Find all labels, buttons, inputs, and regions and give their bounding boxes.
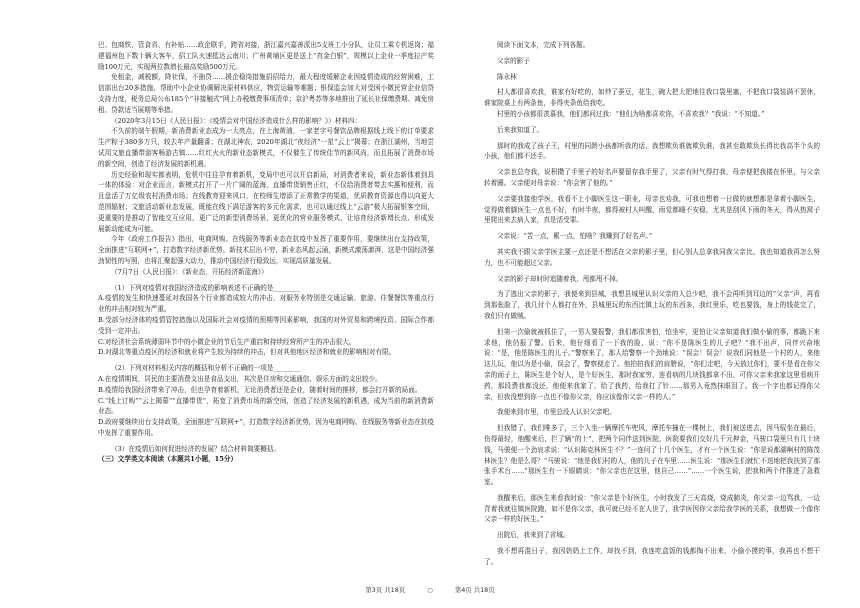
- left-paragraph: （三）文学类文本阅读（本题共1小题，15分）: [98, 455, 238, 464]
- left-paragraph: （1）下列对疫情对我国经济造成的影响表述不正确的是________: [111, 283, 300, 292]
- right-paragraph: 父亲的影子: [497, 56, 530, 65]
- right-paragraph: 我醒来后，那医生来看我时说：“你父亲是个好医生，小时我发了三天高烧，烧成肺炎，你父亲一边骂我，一边背着我就往镇医院跑，如不是你父亲，我可就已经不在人世了，我学医因你父亲给我学医的关系，我想做一个像你父亲一样的好医生。”: [484, 493, 820, 524]
- right-paragraph: 父亲也总夸我，说积攒了手里子的好名声要留存我手里了，父亲有时气得打我，母亲便把我搂在怀里，与父亲转着圈。父亲便对母亲说：“你会害了他的。”: [484, 168, 820, 187]
- right-paragraph: 村人都很喜欢我，谁家有好吃的，如炒了蚕豆，花生，碗大把大把地往我口袋里塞，不把我口袋装满不罢休，谁家院桌上有两条鱼，非得夹条鱼给我吃。: [484, 88, 820, 108]
- right-paragraph: 我不想再混日子，我因奶奶上工作，却找不到，我连吃盒饭的钱都掏不出来，小偷小摸的事，我再也不想干了。: [484, 547, 820, 566]
- page-number-left: 第3页 共18页: [365, 586, 406, 594]
- left-paragraph: （2020年3月15日《人民日报》：《疫情会对中国经济造成什么样的影响？》）材料四：: [111, 116, 362, 125]
- right-paragraph: 出院后，我来到了省城。: [497, 531, 570, 540]
- page-number-right: 第4页 共18页: [454, 586, 495, 594]
- right-paragraph: 父亲要我接他学医，我看不上小脚医生这一职业，母亲也劝我，可我也想着一日做的就想都是拿着小脚医生，觉得做着脚医生一点也不好，有时半夜，都得被村人叫醒，雨觉都睡不安稳，尤其是刮风下雨的冬天，得从热窝子里爬出来去病人家，真是活受罪。: [484, 194, 820, 225]
- right-paragraph: 阅读下面文本，完成下列各题。: [497, 41, 590, 49]
- left-paragraph: 巴、包商铁、管食省、有补贴……政企联手，跨省对接，浙江嘉兴嘉善派出5支班工小分队，让员工乘专机返岗；福建福州包下数十辆大客车，招工队火速抵达云南川；广州黄埔区更是送上“真金白银”，规模以上企业一季度拉产奖励100万元，实现两位数增长最高奖励500万元。: [98, 41, 434, 71]
- left-paragraph: A.疫情的发生和快速蔓延对我国各个行业都造成较大的冲击，对服务业特别是交通运输、旅游、住餐餐饮等重点行业的冲击相对较为严重。: [98, 294, 434, 314]
- left-paragraph: B.疫情给我国经济带来了冲击，但也孕育着新机，无论消费者还是企业，随着时间的推移，都会打开新的局面。: [98, 385, 422, 394]
- right-paragraph: 后来我知道了。: [497, 125, 544, 134]
- right-paragraph: 那时的我成了孩子王，村里的同龄小孩都听我的话，我想欺负谁就欺负谁，我甚至敢欺负长得比我高半个头的小孩，他们都不还手。: [484, 141, 820, 161]
- left-paragraph: C.对经济社会系统薄弱环节中的小微企业的节后生产重启和持续经营所产生的冲击很大。: [98, 337, 356, 346]
- right-paragraph: 父亲的影子却时时追随着我，甩都甩不掉。: [497, 274, 623, 283]
- right-paragraph: 陈永林: [497, 72, 517, 81]
- right-paragraph: 村里的小孩都很羡慕我，他们都问过我：“他们为啥都喜欢你，不喜欢我？”我说：“不知道。”: [497, 109, 765, 118]
- left-paragraph: C.“线上订购”“云上揭幕”“直播带货”，拓宽了消费市场的新空间，创造了经济发展的新机遇，成为当前的新消费新业态。: [98, 396, 434, 416]
- page-footer: [0, 585, 860, 594]
- page-separator: ○: [427, 586, 433, 594]
- right-paragraph: 为了逃出父亲的影子，我便来到县城，我想县城里认识父亲的人总少吧，我不会再听到耳边的“父亲”声，再看到那张脸了，我几付个人都打在外，县城里玩的东西比镇上玩的东西多，我红里乐，吃也要钱，身上的钱花完了，我们只有做贼。: [484, 290, 820, 320]
- left-paragraph: 历史经验和现实都表明，危机中往往孕育着新机，变局中也可以开启新局，对消费者来说，新业态新体着到具一体的体验：对企业而言，新模式打开了一片广阔的蓝海，直播带货销售正红，不仅给消费者带去实惠和便利，而且盘活了万亿级农村消费市场；在线教育迎来风口，在校师生增添了正常教学的渠道，优质教育资源也得以向更大范围辐射；文旅活动新业态发展，既能在线下满足游客的多元化需求，也可以通过线上“云游”极大拓展银客空间，更重要的是推动了智能交互应用，更广泛的新型消费场景，更优化的营业服务模式，让培育经济新增长点、形成发展新动能成为可能。: [98, 170, 434, 233]
- left-paragraph: D.对湖北等重点疫区的经济和就业将产生较为持续的冲击，但对其他地区经济和就业的影响相对有限。: [98, 348, 396, 357]
- left-paragraph: 不久前的端午假期，新消费新业态成为一大亮点，在上海黄浦，一家老字号餐饮品牌根据线上线下的订单要求生产粽子380多万只，较去年产量翻番；在湖北神农，2020年湖北“夜经济”一星“云上”揭幕；在浙江湖州，当地尝试用文旅直播带游客畅游古镇……红红火火的新业态新模式，不仅催生了传统佳节的新风尚，而且拓展了消费市场的新空间，创造了经济发展的新机遇。: [98, 127, 434, 168]
- right-paragraph: 其实我不跟父亲学医主要一点还是不想活在父亲的影子里，但心别人总拿我同我父亲比，我也知道我再怎么努力，也不可能超过父亲。: [484, 247, 820, 267]
- right-paragraph: 父亲说：“苦一点，累一点，怕啥？我赚到了好名声。”: [497, 232, 653, 241]
- right-paragraph: 但第一次偷就被抓住了，一男人要报警，我们都很害怕，怕坐牢，更怕让父亲知道我们做小偷的事，都跪下来求他，他仍报了警。后来，他仔细看了一下我的脸，说：“你不是陈医生的儿子吧？”我不出声，同伴兴奋地说：“是，他是陈医生的儿子。”警察来了，那人给警察一个劲地说：“误会！误会！说我们同他是一个村的人，来他这儿玩，他以为是小偷，误会了，警察便走了。他拍拍我们的肩膀说，“你们走吧，今天放过你们，要不是看在你父亲的面子上，陈医生是个好人，是个好医生，那时我家穷，连看病的几块钱都拿不出，可你父亲来我家这里看病开药，那段费我都没还，他便来我家了，给了我药，给我打了针……那男人竟然抹眼泪了。我一个字也都记得你父亲，但我没想到你一点也不像你父亲，你应该像你父亲一样的人。”: [484, 327, 820, 401]
- left-paragraph: （3）在疫情后如何促进经济的发展？结合材料简要概括。: [111, 444, 281, 453]
- left-paragraph: （2）下列对材料相关内容的概括和分析不正确的一项是________: [111, 364, 300, 373]
- left-paragraph: B.受部分经济体的疫情管控措施以及国际社会对疫情的预期等因素影响，我国的对外贸易和跨境投资、国际合作都受到一定冲击。: [98, 315, 434, 335]
- left-paragraph: A.在疫情期间，居民的主要消费支出是食品支出，其次是住房和交通通信、娱乐方面的支出较少。: [98, 374, 382, 383]
- left-page-column: [98, 40, 434, 465]
- right-page-column: [484, 40, 820, 568]
- left-paragraph: 免租金，减税额，降社保，不抽贷……援企稳岗措施招招给力，最大程度缓解企业因疫情造成的经营困难，工信部出台20多措施，帮助中小企业协调解决原材料供应，物资运输等难题；银保监会加大对受困小微民营企业信贷支持力度，税务总局公布185个“非接触式”网上办税缴费事项清单；京沪粤苏等多地推出了延长社保缴费期、减免房租、贷款适当展期等举措。: [98, 73, 434, 114]
- left-paragraph: 今年《政府工作报告》指出，电商网购、在线服务等新业态在抗疫中发挥了重要作用，要继续出台支持政策，全面推进“互联网+”，打造数字经济新优势。新技术层出不穷，新业态风起云涌，新模式激荡澎湃，这是中国经济强劲韧性的写照，也将汇聚起强大动力，推动中国经济行稳致远，实现高质量发展。: [98, 235, 434, 265]
- right-paragraph: 但我错了，我们唯多了，三个人坐一辆摩托车兜风，摩托车撞在一棵树上，我们被送进去，因马驭坐在最后，伤得最轻，他醒来后，拦了辆“的士”，把两个同伴送到医院，医院要我们交好几千元押金，马骏口袋里只有几十块钱，马骏便一个劲哀求说：“认识陈克林医生不？”一连问了十几个医生，才有一个医生说：“你是说都湖啊村的陈茂林医生？他是么哥？”马骏说：“他是我们村的人，他的儿子在车里……医生说：“那医生们就忙不迭地把我扶到了那张手术台……”那医生有一下眼睛说：“你父亲也在这里，他自己……”……一个医生说，把我和两个伴推进了急救室。: [484, 424, 820, 487]
- left-paragraph: （7月7日《人民日报》：《新业态，开拓经济新蓝海》）: [111, 267, 268, 276]
- right-paragraph: 我便来到市里，市里总没人认识父亲吧。: [497, 408, 616, 417]
- left-paragraph: D.政府要继续出台支持政策，全面推进“互联网+”，打造数字经济新优势，因为电商网购、在线服务等新业态在抗疫中发挥了重要作用。: [98, 418, 434, 437]
